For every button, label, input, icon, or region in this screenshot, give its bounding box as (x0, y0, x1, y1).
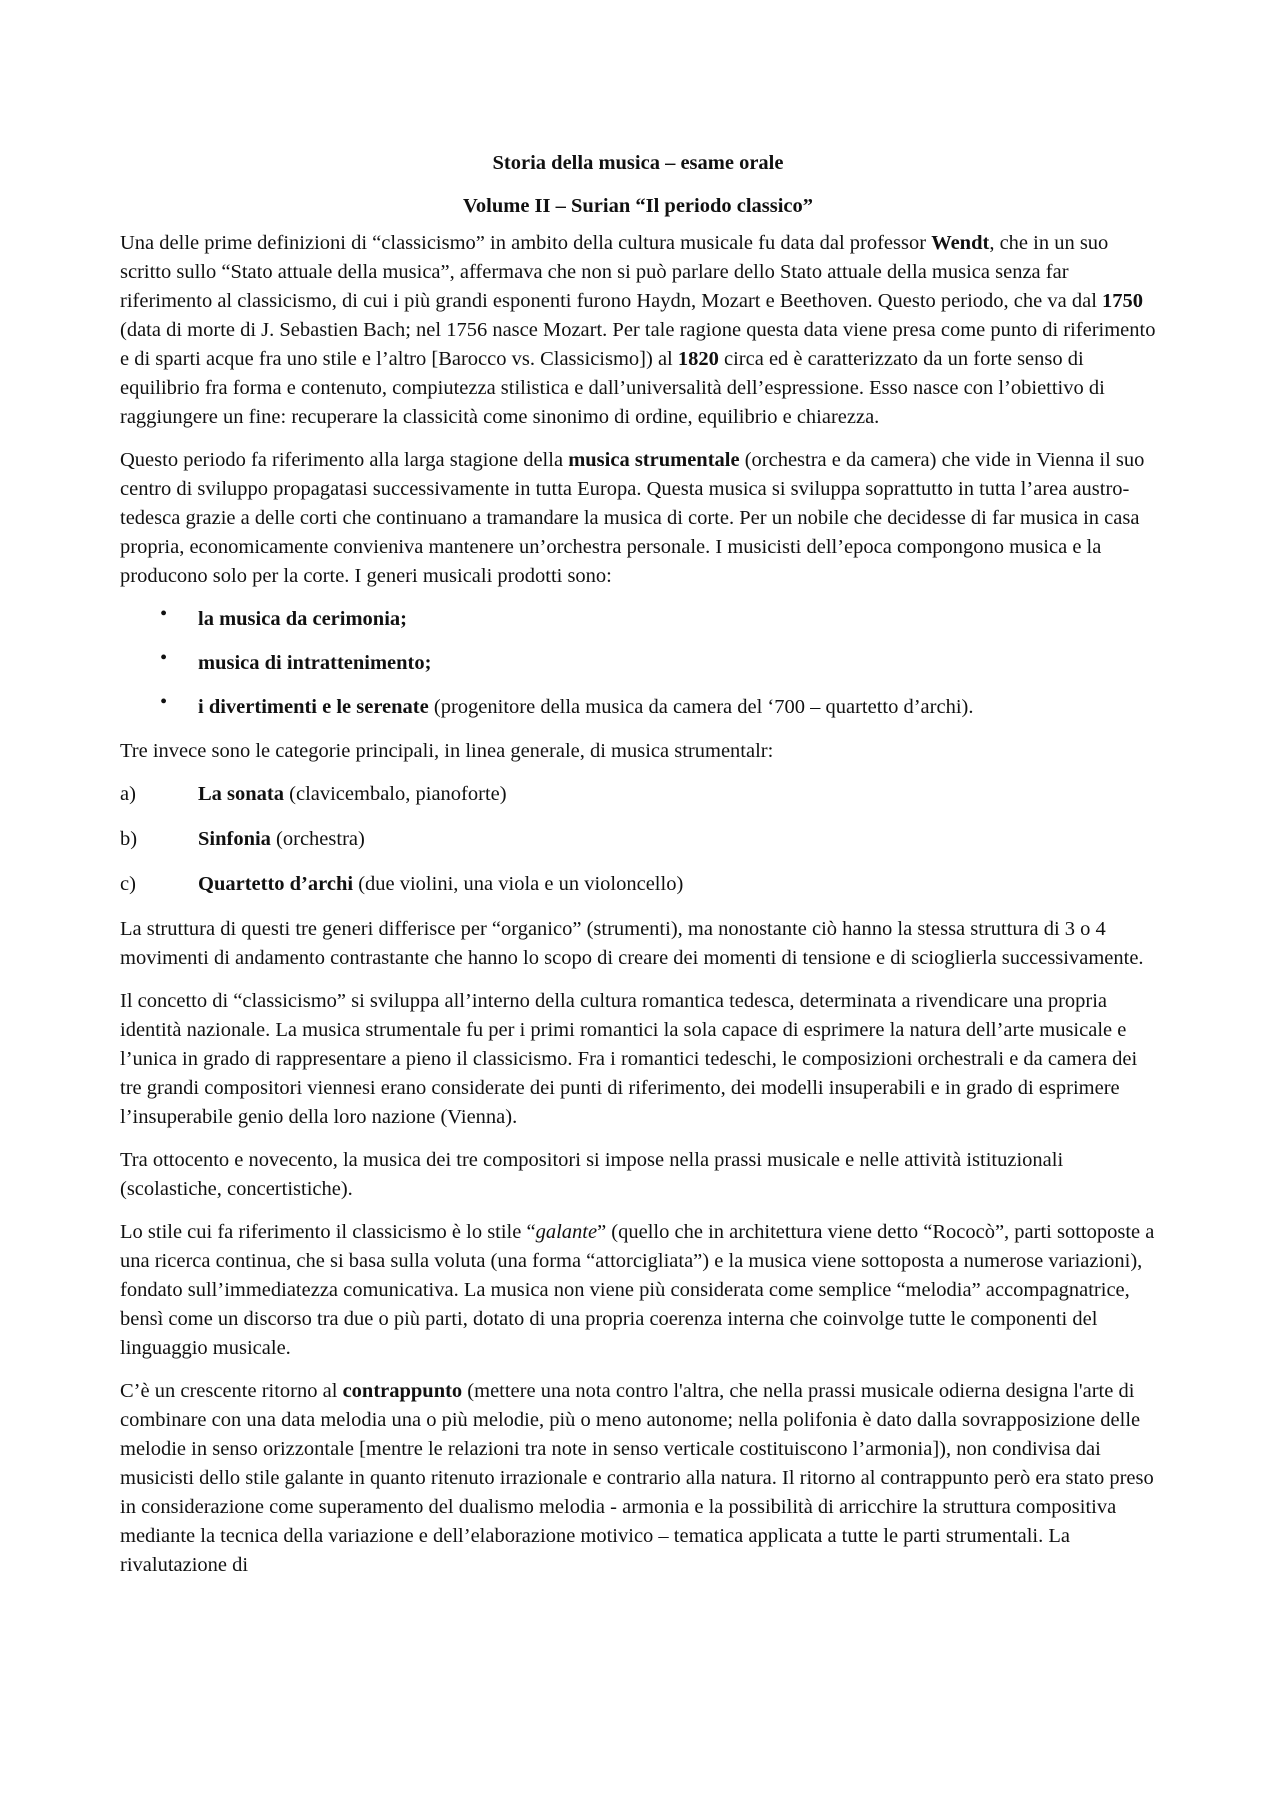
list-item (120, 693, 1156, 722)
text-span: (orchestra e da camera) che vide in Vienna il suo centro di sviluppo propagatasi successivamente in tutta Europa. Questa musica si sviluppa soprattutto in tutta l’area austro-tedesca grazie a delle corti che continuano a tramandare la musica di corte. Per un nobile che decidesse di far musica in casa propria, economicamente convieniva mantenere un’orchestra personale. I musicisti dell’epoca compongono musica e la producono solo per la corte. I generi musicali prodotti sono: (120, 449, 1145, 587)
paragraph-romantic-culture: Il concetto di “classicismo” si sviluppa all’interno della cultura romantica tedesca, determinata a rivendicare una propria identità nazionale. La musica strumentale fu per i primi romantici la sola capace di esprimere la natura dell’arte musicale e l’unica in grado di rappresentare a pieno il classicismo. Fra i romantici tedeschi, le composizioni orchestrali e da camera dei tre grandi compositori viennesi erano considerate dei punti di riferimento, dei modelli insuperabili e in grado di esprimere l’insuperabile genio della loro nazione (Vienna). (120, 990, 1138, 1128)
text-span: ” (quello che in architettura viene detto “Rococò”, parti sottoposte a una ricerca continua, che si basa sulla voluta (una forma “attorcigliata”) e la musica viene sottoposta a numerose variazioni), fondato sull’immediatezza comunicativa. La musica non viene più considerata come semplice “melodia” accompagnatrice, bensì come un discorso tra due o più parti, dotato di una propria coerenza interna che coinvolge tutte le componenti del linguaggio musicale. (120, 1221, 1155, 1359)
categories-list (120, 780, 1156, 899)
paragraph-classicism-definition (120, 229, 1156, 432)
text-span: Questo periodo fa riferimento alla larga stagione della (120, 449, 569, 471)
list-item-bold: la musica da cerimonia; (198, 608, 407, 630)
text-span: (mettere una nota contro l'altra, che nella prassi musicale odierna designa l'arte di combinare con una data melodia una o più melodie, più o meno autonome; nella polifonia è dato dalla sovrapposizione delle melodie in senso orizzontale [mentre le relazioni tra note in senso verticale costituiscono l’armonia]), non condivisa dai musicisti dello stile galante in quanto ritenuto irrazionale e contrario alla natura. Il ritorno al contrappunto però era stato preso in considerazione come superamento del dualismo melodia - armonia e la possibilità di arricchire la struttura compositiva mediante la tecnica della variazione e dell’elaborazione motivico – tematica applicata a tutte le parti strumentali. La rivalutazione di (120, 1380, 1154, 1576)
paragraph-structure: La struttura di questi tre generi differisce per “organico” (strumenti), ma nonostante ciò hanno la stessa struttura di 3 o 4 movimenti di andamento contrastante che hanno lo scopo di creare dei momenti di tensione e di scioglierla successivamente. (120, 918, 1144, 969)
list-item (120, 649, 1156, 678)
text-span: Lo stile cui fa riferimento il classicismo è lo stile “ (120, 1221, 536, 1243)
list-item-bold: Sinfonia (198, 828, 271, 850)
list-item (120, 825, 1156, 854)
italic-galante: galante (535, 1221, 598, 1243)
list-item-text: (orchestra) (270, 828, 365, 850)
list-item-bold: La sonata (198, 783, 285, 805)
paragraph-galante-style (120, 1218, 1156, 1363)
genres-bullet-list (120, 605, 1156, 722)
list-item-bold: i divertimenti e le serenate (198, 696, 429, 718)
paragraph-categories-intro: Tre invece sono le categorie principali, in linea generale, di musica strumentalr: (120, 740, 774, 762)
list-item (120, 605, 1156, 634)
list-item-text: (due violini, una viola e un violoncello) (353, 873, 684, 895)
text-span: , che in un suo scritto sullo “Stato attuale della musica”, affermava che non si può parlare dello Stato attuale della musica senza far riferimento al classicismo, di cui i più grandi esponenti furono Haydn, Mozart e Beethoven. Questo periodo, che va dal (120, 232, 1109, 312)
text-span: C’è un crescente ritorno al (120, 1380, 343, 1402)
list-marker: c) (120, 873, 136, 895)
list-item-text: (clavicembalo, pianoforte) (284, 783, 507, 805)
paragraph-instrumental-music (120, 446, 1156, 591)
bold-wendt: Wendt (931, 232, 990, 254)
document-subtitle: Volume II – Surian “Il periodo classico” (462, 195, 814, 217)
bold-musica-strumentale: musica strumentale (568, 449, 740, 471)
list-marker: a) (120, 783, 136, 805)
list-item (120, 870, 1156, 899)
list-item (120, 780, 1156, 809)
list-item-text: (progenitore della musica da camera del ‘700 – quartetto d’archi). (428, 696, 974, 718)
list-item-bold: Quartetto d’archi (198, 873, 354, 895)
bold-year-1820: 1820 (677, 348, 719, 370)
list-marker: b) (120, 828, 138, 850)
text-span: (data di morte di J. Sebastien Bach; nel 1756 nasce Mozart. Per tale ragione questa data viene presa come punto di riferimento e di sparti acque fra uno stile e l’altro [Barocco vs. Classicismo]) al (120, 319, 1156, 370)
list-item-bold: musica di intrattenimento; (198, 652, 432, 674)
document-title: Storia della musica – esame orale (492, 152, 784, 174)
bold-contrappunto: contrappunto (342, 1380, 463, 1402)
text-span: circa ed è caratterizzato da un forte senso di equilibrio fra forma e contenuto, compiutezza stilistica e dall’universalità dell’espressione. Esso nasce con l’obiettivo di raggiungere un fine: recuperare la classicità come sinonimo di ordine, equilibrio e chiarezza. (120, 348, 1105, 428)
paragraph-800-900: Tra ottocento e novecento, la musica dei tre compositori si impose nella prassi musicale e nelle attività istituzionali (scolastiche, concertistiche). (120, 1149, 1064, 1200)
paragraph-counterpoint (120, 1377, 1156, 1580)
text-span: Una delle prime definizioni di “classicismo” in ambito della cultura musicale fu data dal professor (120, 232, 932, 254)
bold-year-1750: 1750 (1102, 290, 1144, 312)
